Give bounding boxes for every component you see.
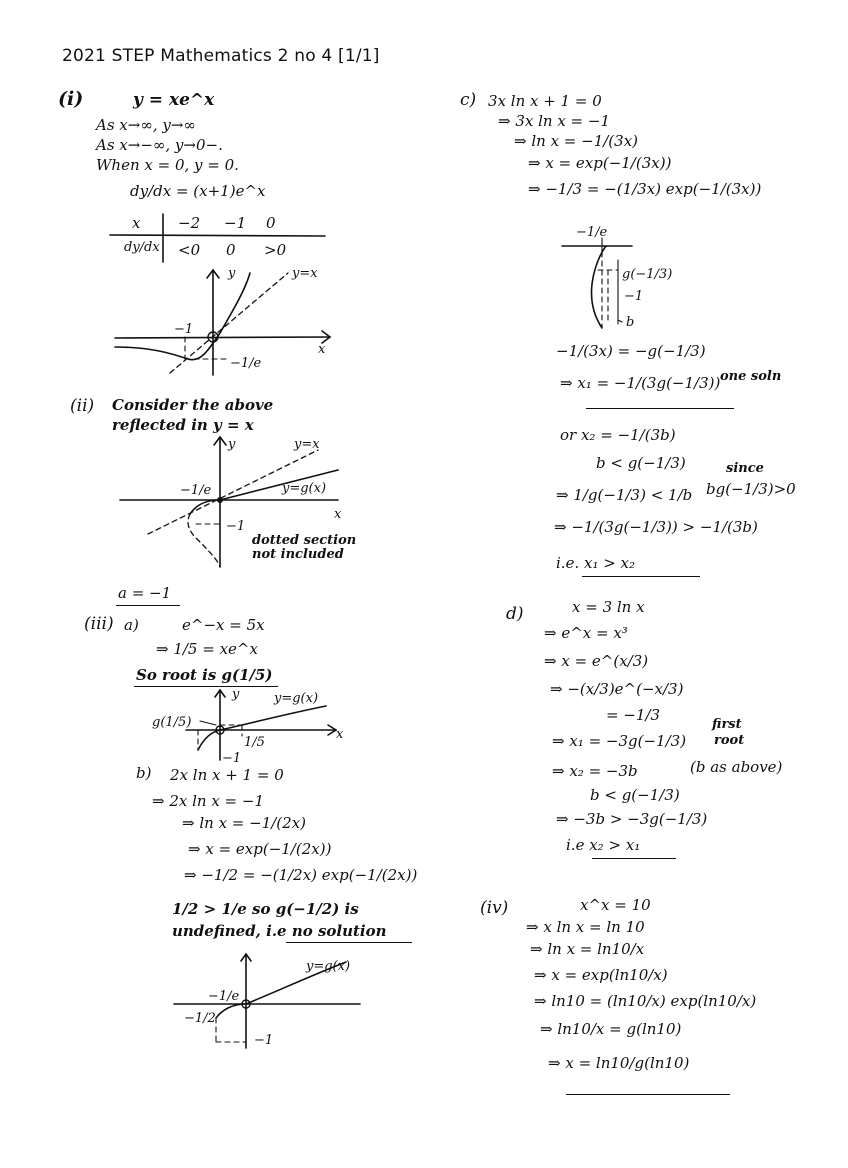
- d-line-2: ⇒ e^x = x³: [544, 624, 628, 642]
- d-line-11: b < g(−1/3): [590, 786, 680, 804]
- graph-iii-a-one-fifth: 1/5: [244, 735, 265, 750]
- table-d-3: >0: [264, 241, 287, 259]
- iv-line-3: ⇒ ln x = ln10/x: [530, 940, 645, 958]
- d-line-12: ⇒ −3b > −3g(−1/3): [556, 810, 708, 828]
- part-ii-label: (ii): [70, 396, 95, 416]
- graph-ii-note-2: not included: [252, 547, 344, 562]
- graph-c-g: g(−1/3): [622, 267, 673, 282]
- c-line2-8: ⇒ 1/g(−1/3) < 1/b: [556, 486, 693, 504]
- graph-i: [110, 265, 340, 380]
- c-line-1: 3x ln x + 1 = 0: [488, 92, 602, 110]
- iv-line-2: ⇒ x ln x = ln 10: [526, 918, 645, 936]
- graph-ii-note-1: dotted section: [252, 533, 357, 548]
- c-line2-4: or x₂ = −1/(3b): [560, 426, 676, 444]
- c-since: since: [726, 461, 764, 476]
- c-since-cond: bg(−1/3)>0: [706, 480, 796, 498]
- part-iii-a-label: a): [124, 616, 139, 634]
- table-x-2: −1: [224, 214, 247, 232]
- d-line-5: = −1/3: [606, 706, 661, 724]
- iii-b-line-7: undefined, i.e no solution: [172, 922, 387, 940]
- table-d-2: 0: [226, 241, 236, 259]
- c-line-4: ⇒ x = exp(−1/(3x)): [528, 154, 672, 172]
- graph-i-line-label: y=x: [292, 266, 318, 281]
- graph-ii-line-label: y=x: [294, 437, 320, 452]
- part-i-line-2: As x→∞, y→∞: [96, 116, 196, 134]
- c-line2-9: ⇒ −1/(3g(−1/3)) > −1/(3b): [554, 518, 758, 536]
- d-line-4: ⇒ −(x/3)e^(−x/3): [550, 680, 684, 698]
- part-iii-b-label: b): [136, 764, 152, 782]
- iii-a-line-1: e^−x = 5x: [182, 616, 265, 634]
- d-line-9: ⇒ x₂ = −3b: [552, 762, 638, 780]
- d-underline: [592, 858, 676, 859]
- graph-iii-b-minus-half: −1/2: [184, 1011, 216, 1026]
- graph-iii-b-curve: y=g(x): [306, 959, 351, 974]
- graph-iii-a-g15: g(1/5): [152, 715, 192, 730]
- table-x-1: −2: [178, 214, 201, 232]
- iii-a-line-2: ⇒ 1/5 = xe^x: [156, 640, 258, 658]
- iii-b-line-4: ⇒ x = exp(−1/(2x)): [188, 840, 332, 858]
- d-first: first: [712, 717, 742, 732]
- graph-i-minus1: −1: [174, 322, 194, 337]
- graph-i-x-label: x: [318, 342, 326, 357]
- graph-ii: [118, 432, 368, 572]
- graph-ii-minus1e: −1/e: [180, 483, 212, 498]
- iv-line-6: ⇒ ln10/x = g(ln10): [540, 1020, 682, 1038]
- graph-iii-a: [146, 687, 346, 766]
- c-line2-1: −1/(3x) = −g(−1/3): [556, 342, 706, 360]
- part-i-line-4: When x = 0, y = 0.: [96, 156, 239, 174]
- graph-iii-b-minus1e: −1/e: [208, 989, 240, 1004]
- c-one-soln: one soln: [720, 369, 782, 384]
- iv-line-5: ⇒ ln10 = (ln10/x) exp(ln10/x): [534, 992, 757, 1010]
- d-root: root: [714, 733, 745, 748]
- part-i-line-1: y = xe^x: [133, 90, 215, 110]
- graph-ii-x-label: x: [334, 507, 342, 522]
- d-line-13: i.e x₂ > x₁: [566, 836, 641, 854]
- graph-iii-a-y: y: [232, 687, 240, 702]
- c-underline-2: [582, 576, 700, 577]
- table-d-label: dy/dx: [124, 240, 160, 255]
- c-line2-2: ⇒ x₁ = −1/(3g(−1/3)): [560, 374, 721, 392]
- graph-ii-minus1: −1: [226, 519, 246, 534]
- graph-iii-b-minus1: −1: [254, 1033, 274, 1048]
- part-iv-label: (iv): [480, 898, 509, 918]
- part-ii-line-2: reflected in y = x: [112, 416, 254, 434]
- iii-b-line-3: ⇒ ln x = −1/(2x): [182, 814, 306, 832]
- part-i-line-5: dy/dx = (x+1)e^x: [130, 182, 266, 200]
- iii-b-underline: [286, 942, 412, 943]
- graph-iii-a-x: x: [336, 727, 344, 742]
- graph-c-minus1e: −1/e: [576, 225, 608, 240]
- iii-a-line-3: So root is g(1/5): [136, 666, 273, 684]
- c-line-3: ⇒ ln x = −1/(3x): [514, 132, 638, 150]
- graph-c-b: b: [626, 315, 635, 330]
- graph-iii-a-curve: y=g(x): [274, 691, 319, 706]
- iii-b-line-6: 1/2 > 1/e so g(−1/2) is: [172, 900, 359, 918]
- graph-iii-b: [170, 948, 370, 1052]
- part-iii-label: (iii): [84, 614, 114, 634]
- d-line-6: ⇒ x₁ = −3g(−1/3): [552, 732, 687, 750]
- part-ii-line-1: Consider the above: [112, 396, 274, 414]
- graph-c: [560, 224, 700, 336]
- iii-b-line-5: ⇒ −1/2 = −(1/2x) exp(−1/(2x)): [184, 866, 418, 884]
- a-value: a = −1: [118, 584, 172, 602]
- graph-i-y-label: y: [228, 266, 236, 281]
- sign-table-lines: [105, 210, 335, 270]
- d-b-as-above: (b as above): [690, 758, 783, 776]
- c-line-5: ⇒ −1/3 = −(1/3x) exp(−1/(3x)): [528, 180, 762, 198]
- iii-b-line-2: ⇒ 2x ln x = −1: [152, 792, 265, 810]
- part-c-label: c): [460, 90, 477, 110]
- graph-ii-y-label: y: [228, 437, 236, 452]
- table-x-3: 0: [266, 214, 276, 232]
- c-line-2: ⇒ 3x ln x = −1: [498, 112, 611, 130]
- iv-line-4: ⇒ x = exp(ln10/x): [534, 966, 668, 984]
- c-line2-10: i.e. x₁ > x₂: [556, 554, 636, 572]
- graph-iii-a-minus1: −1: [222, 751, 242, 766]
- part-i-label: (i): [58, 88, 84, 110]
- table-d-1: <0: [178, 241, 201, 259]
- c-underline-1: [586, 408, 734, 409]
- iii-b-line-1: 2x ln x + 1 = 0: [170, 766, 284, 784]
- graph-c-minus1: −1: [624, 289, 644, 304]
- graph-i-min: −1/e: [230, 356, 262, 371]
- iv-line-7: ⇒ x = ln10/g(ln10): [548, 1054, 690, 1072]
- iv-line-1: x^x = 10: [580, 896, 651, 914]
- iii-a-underline: [134, 686, 278, 687]
- d-line-3: ⇒ x = e^(x/3): [544, 652, 649, 670]
- iv-underline: [566, 1094, 730, 1095]
- graph-ii-curve-label: y=g(x): [282, 481, 327, 496]
- c-line2-5: b < g(−1/3): [596, 454, 686, 472]
- part-i-line-3: As x→−∞, y→0−.: [96, 136, 223, 154]
- table-x-label: x: [132, 214, 141, 232]
- part-d-label: d): [506, 604, 524, 624]
- a-value-underline: [116, 605, 180, 606]
- page-header: 2021 STEP Mathematics 2 no 4 [1/1]: [62, 46, 380, 66]
- d-line-1: x = 3 ln x: [572, 598, 645, 616]
